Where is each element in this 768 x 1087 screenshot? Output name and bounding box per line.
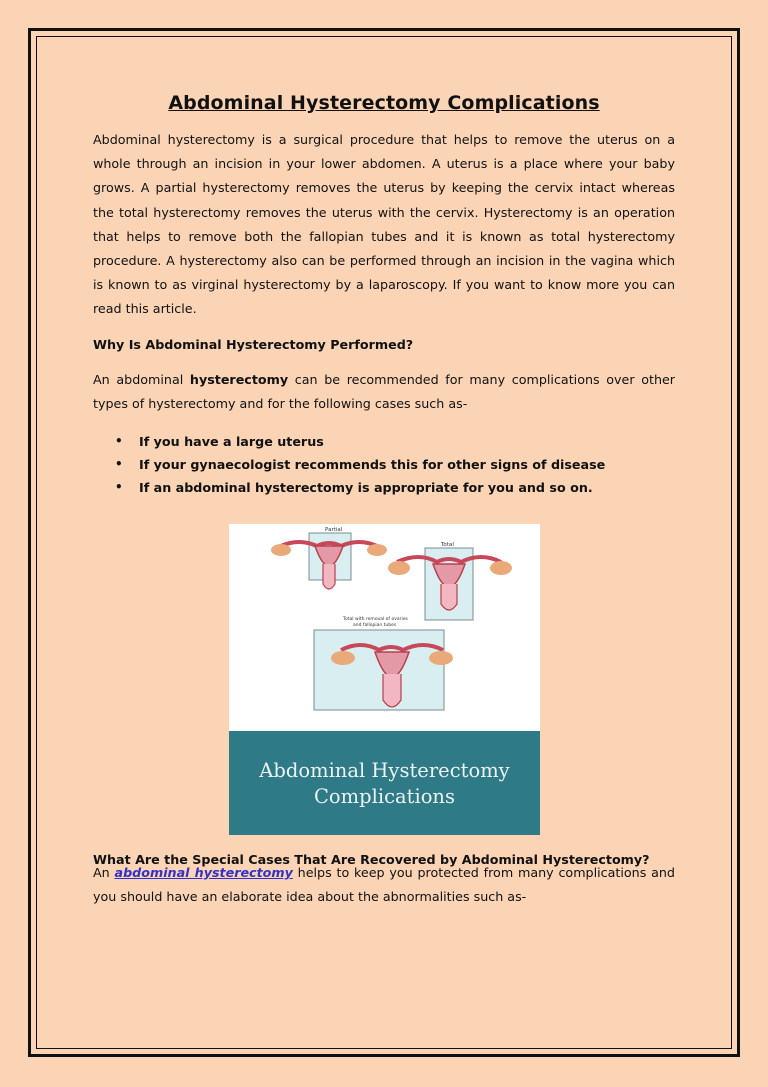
abdominal-hysterectomy-link[interactable]: abdominal hysterectomy [114, 865, 293, 880]
paragraph-text-start: An abdominal [93, 371, 190, 387]
list-item [93, 430, 675, 453]
section-paragraph-special-cases [93, 861, 675, 909]
section-heading-why: Why Is Abdominal Hysterectomy Performed? [93, 336, 414, 352]
partial-ovary-left [271, 544, 291, 556]
bold-keyword: hysterectomy [189, 371, 289, 387]
banner-line-2: Complications [313, 785, 456, 808]
removal-ovary-left [331, 651, 355, 665]
removal-label-line2: and fallopian tubes [353, 623, 397, 628]
bullet-icon: • [115, 434, 123, 449]
document-body [93, 92, 675, 499]
removal-ovary-right [429, 651, 453, 665]
removal-box [314, 630, 444, 710]
bullet-icon: • [115, 480, 123, 495]
uterus-diagrams [229, 524, 540, 731]
total-ovary-left [388, 561, 410, 575]
partial-ovary-right [367, 544, 387, 556]
list-item [93, 453, 675, 476]
removal-diagram [314, 616, 453, 710]
section-heading-special-cases: What Are the Special Cases That Are Recovered by Abdominal Hysterectomy? [93, 852, 650, 867]
total-ovary-right [490, 561, 512, 575]
section-paragraph-why [93, 368, 675, 416]
partial-label: Partial [325, 527, 343, 533]
cases-list [93, 430, 675, 499]
figure-banner [229, 731, 540, 835]
bullet-icon: • [115, 457, 123, 472]
paragraph-text-start: An [93, 865, 115, 880]
paragraph-text-end: helps to keep you protected from many complications and you should have an elaborate idea about the abnormalities such as- [93, 865, 675, 905]
total-diagram [388, 542, 512, 620]
section2-paragraph-wrap [93, 861, 675, 923]
banner-line-1: Abdominal Hysterectomy [259, 759, 510, 782]
total-cervix [441, 584, 457, 610]
total-label: Total [441, 542, 454, 548]
partial-diagram [271, 527, 387, 589]
removal-label-line1: Total with removal of ovaries [343, 617, 408, 622]
list-item [93, 476, 675, 499]
removal-cervix [383, 674, 401, 707]
paragraph-text-end: can be recommended for many complications over other types of hysterectomy and for the following cases such as- [93, 371, 676, 411]
partial-cervix [323, 564, 335, 589]
list-item-text: If an abdominal hysterectomy is appropriate for you and so on. [139, 480, 593, 496]
page-title: Abdominal Hysterectomy Complications [168, 92, 600, 114]
list-item-text: If your gynaecologist recommends this for other signs of disease [139, 457, 606, 473]
list-item-text: If you have a large uterus [139, 434, 324, 450]
intro-paragraph: Abdominal hysterectomy is a surgical procedure that helps to remove the uterus on a whole through an incision in your lower abdomen. A uterus is a place where your baby grows. A partial hysterectomy removes the uterus by keeping the cervix intact whereas the total hysterectomy removes the uterus with the cervix. Hysterectomy is an operation that helps to remove both the fallopian tubes and it is known as total hysterectomy procedure. A hysterectomy also can be performed through an incision in the vagina which is known to as virginal hysterectomy by a laparoscopy. If you want to know more you can read this article. [93, 132, 675, 317]
hysterectomy-illustration [229, 524, 540, 835]
